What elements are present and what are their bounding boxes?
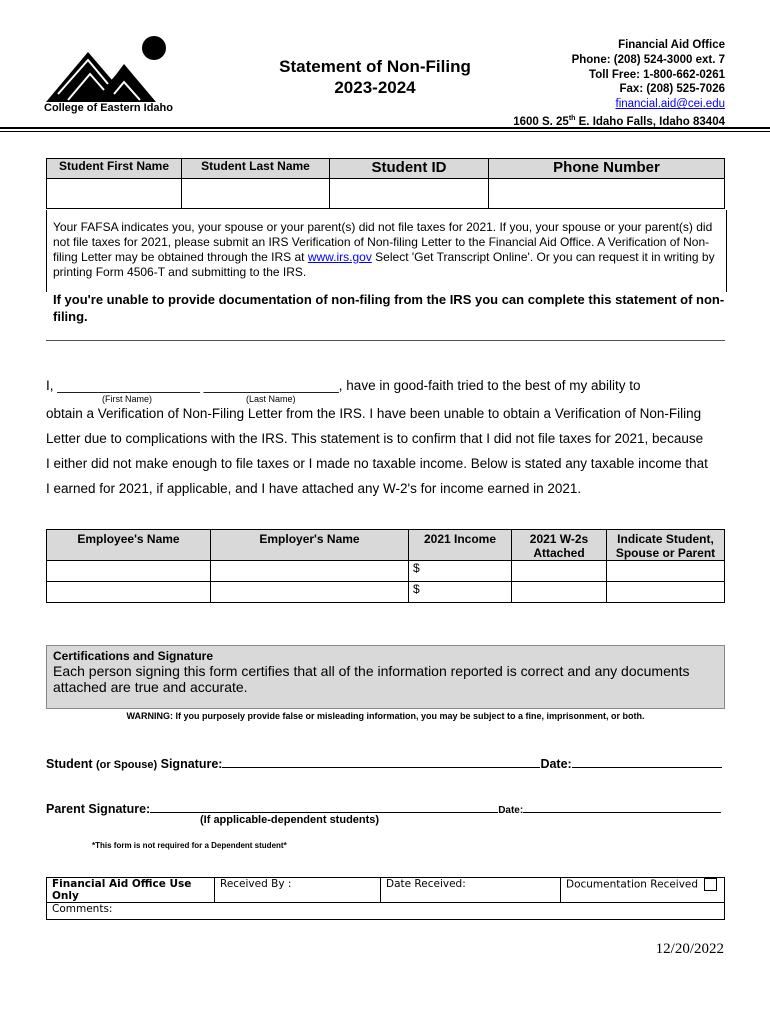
intro-text: Your FAFSA indicates you, your spouse or your parent(s) did not file taxes for 2021. If you, your spouse or your parent(s) did not file taxes for 2021, please submit an IRS Verification of Non-filing Letter to the Financial Aid Office. A Verification of Non-filing Letter may be obtained through the IRS at www.irs.gov Select 'Get Transcript Online'. Or you can request it in writing by printing Form 4506-T and submitting to the IRS. xyxy=(53,220,715,279)
cert-title: Certifications and Signature xyxy=(53,649,214,663)
title-line1: Statement of Non-Filing xyxy=(279,57,471,76)
address: 1600 S. 25th E. Idaho Falls, Idaho 83404 xyxy=(513,114,725,128)
income-cell[interactable]: $ xyxy=(409,561,512,582)
cert-text: Each person signing this form certifies that all of the information reported is correct and any documents attached are true and accurate. xyxy=(53,663,690,695)
first-name-label: (First Name) xyxy=(102,394,152,404)
statement-line5: I earned for 2021, if applicable, and I have attached any W-2's for income earned in 2021. xyxy=(46,481,582,496)
student-id-field[interactable] xyxy=(330,179,489,209)
header-student-id: Student ID xyxy=(330,159,489,179)
intro-rule xyxy=(46,340,725,341)
contact-block xyxy=(425,38,725,130)
employer-name-cell[interactable] xyxy=(211,582,409,603)
last-name-field[interactable] xyxy=(182,179,330,209)
mountain-logo-icon xyxy=(44,34,179,106)
student-signature-line[interactable] xyxy=(222,755,540,768)
table-row xyxy=(47,561,725,582)
warning-text: WARNING: If you purposely provide false or misleading information, you may be subject to a fine, imprisonment, or both. xyxy=(126,711,645,721)
header-rule-thin xyxy=(0,131,770,132)
indicate-cell[interactable] xyxy=(607,582,725,603)
parent-signature-line[interactable] xyxy=(150,800,498,813)
documentation-cell xyxy=(561,878,725,903)
employee-name-cell[interactable] xyxy=(47,582,211,603)
header-rule xyxy=(0,127,770,129)
parent-note: (If applicable-dependent students) xyxy=(200,814,380,826)
certification-box xyxy=(46,645,725,709)
form-date: 12/20/2022 xyxy=(655,941,724,957)
income-table xyxy=(46,529,725,603)
college-name: College of Eastern Idaho xyxy=(44,102,173,114)
header-phone: Phone Number xyxy=(489,159,725,179)
header-income: 2021 Income xyxy=(409,530,512,561)
intro-bold: If you're unable to provide documentation of non-filing from the IRS you can complete this statement of non-filing. xyxy=(53,292,725,324)
title-line2: 2023-2024 xyxy=(334,78,416,97)
indicate-cell[interactable] xyxy=(607,561,725,582)
statement-line4: I either did not make enough to file taxes or I made no taxable income. Below is stated any taxable income that xyxy=(46,456,708,471)
header-w2: 2021 W-2s Attached xyxy=(512,530,607,561)
header-employer: Employer's Name xyxy=(211,530,409,561)
student-date-line[interactable] xyxy=(572,755,722,768)
fax: Fax: (208) 525-7026 xyxy=(619,83,725,96)
first-name-field[interactable] xyxy=(47,179,182,209)
student-info-table xyxy=(46,158,725,209)
comments-field[interactable]: Comments: xyxy=(47,903,725,920)
header-last-name: Student Last Name xyxy=(182,159,330,179)
phone-field[interactable] xyxy=(489,179,725,209)
student-signature-row: Student (or Spouse) Signature: Date: xyxy=(46,755,722,771)
employer-name-cell[interactable] xyxy=(211,561,409,582)
header-first-name: Student First Name xyxy=(47,159,182,179)
documentation-checkbox[interactable] xyxy=(704,878,717,891)
w2-cell[interactable] xyxy=(512,582,607,603)
table-row xyxy=(47,582,725,603)
header-indicate: Indicate Student, Spouse or Parent xyxy=(607,530,725,561)
income-cell[interactable]: $ xyxy=(409,582,512,603)
received-by-field[interactable]: Received By : xyxy=(215,878,381,903)
last-name-label: (Last Name) xyxy=(246,394,296,404)
date-received-field[interactable]: Date Received: xyxy=(381,878,561,903)
w2-cell[interactable] xyxy=(512,561,607,582)
phone: Phone: (208) 524-3000 ext. 7 xyxy=(571,53,725,66)
office-use-table xyxy=(46,877,725,920)
toll-free: Toll Free: 1-800-662-0261 xyxy=(589,68,725,81)
header-employee: Employee's Name xyxy=(47,530,211,561)
office-use-label: Financial Aid Office Use Only xyxy=(47,878,215,903)
irs-link[interactable]: www.irs.gov xyxy=(307,250,372,264)
college-logo xyxy=(44,34,179,124)
email-link[interactable]: financial.aid@cei.edu xyxy=(615,98,725,111)
parent-date-line[interactable] xyxy=(523,800,721,813)
employee-name-cell[interactable] xyxy=(47,561,211,582)
statement-line3: Letter due to complications with the IRS. This statement is to confirm that I did not file taxes for 2021, because xyxy=(46,431,704,446)
office-name: Financial Aid Office xyxy=(618,39,725,51)
documentation-label: Documentation Received xyxy=(566,878,699,891)
statement-line1: I, ___________________ __________________, have in good-faith tried to the best of my ability to xyxy=(46,378,641,393)
statement-line2: obtain a Verification of Non-Filing Letter from the IRS. I have been unable to obtain a Verification of Non-Filing xyxy=(46,406,702,421)
parent-signature-row: Parent Signature: Date: xyxy=(46,800,721,816)
footnote: *This form is not required for a Dependent student* xyxy=(92,841,287,850)
